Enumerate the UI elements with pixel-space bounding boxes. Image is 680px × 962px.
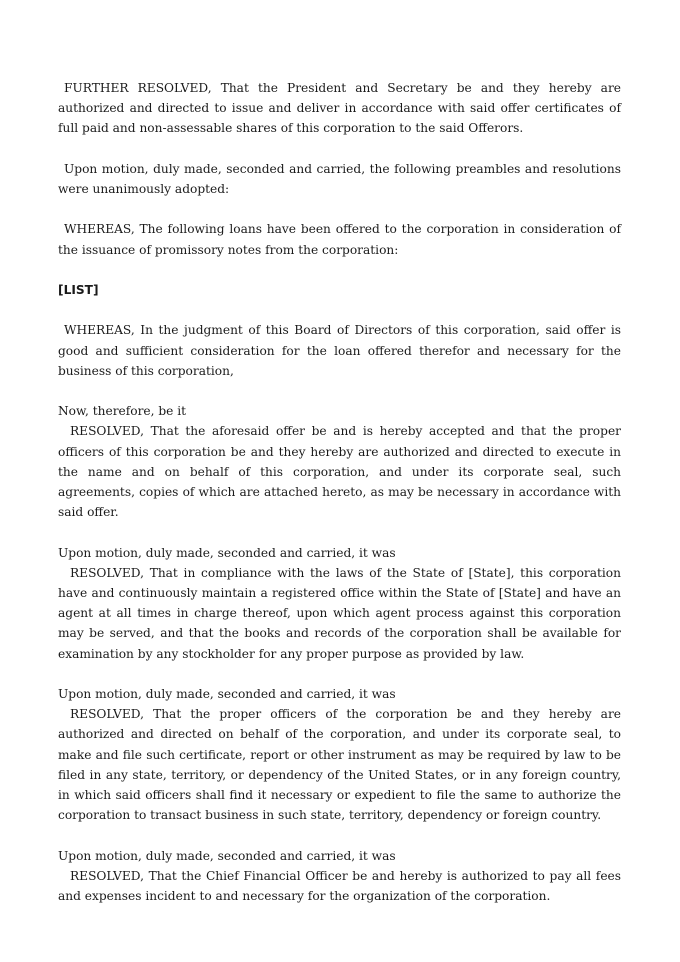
resolution-lead: Now, therefore, be it xyxy=(58,404,187,419)
resolution-accept-offer xyxy=(58,401,621,522)
resolution-file-certificates xyxy=(58,684,621,825)
resolution-registered-office xyxy=(58,543,621,664)
document-page xyxy=(58,78,621,906)
whereas-judgment-paragraph: WHEREAS, In the judgment of this Board of Directors of this corporation, said offer is good and sufficient consideration for the loan offered therefor and necessary for the business of this corporation, xyxy=(58,323,621,378)
resolution-lead: Upon motion, duly made, seconded and carried, it was xyxy=(58,848,396,863)
resolution-text: RESOLVED, That in compliance with the laws of the State of [State], this corporation have and continuously maintain a registered office within the State of [State] and have an agent at all times in charge thereof, upon which agent process against this corporation may be served, and that the books and records of the corporation shall be available for examination by any stockholder for any proper purpose as provided by law. xyxy=(58,565,621,661)
resolution-lead: Upon motion, duly made, seconded and carried, it was xyxy=(58,545,396,560)
resolution-text: RESOLVED, That the proper officers of the corporation be and they hereby are authorized and directed on behalf of the corporation, and under its corporate seal, to make and file such certificate, report or other instrument as may be required by law to be filed in any state, territory, or dependency of the United States, or in any foreign country, in which said officers shall find it necessary or expedient to file the same to authorize the corporation to transact business in such state, territory, dependency or foreign country. xyxy=(58,707,621,823)
resolution-text: RESOLVED, That the Chief Financial Officer be and hereby is authorized to pay all fees and expenses incident to and necessary for the organization of the corporation. xyxy=(58,868,621,903)
resolution-pay-fees xyxy=(58,846,621,907)
list-placeholder-heading: [LIST] xyxy=(58,282,99,297)
motion-preambles-paragraph: Upon motion, duly made, seconded and carried, the following preambles and resolutions were unanimously adopted: xyxy=(58,161,621,196)
resolution-lead: Upon motion, duly made, seconded and carried, it was xyxy=(58,686,396,701)
whereas-loans-paragraph: WHEREAS, The following loans have been offered to the corporation in consideration of the issuance of promissory notes from the corporation: xyxy=(58,222,621,257)
resolution-text: RESOLVED, That the aforesaid offer be and is hereby accepted and that the proper officers of this corporation be and they hereby are authorized and directed to execute in the name and on behalf of this corporation, and under its corporate seal, such agreements, copies of which are attached hereto, as may be necessary in accordance with said offer. xyxy=(58,424,621,520)
further-resolved-paragraph: FURTHER RESOLVED, That the President and Secretary be and they hereby are authorized and directed to issue and deliver in accordance with said offer certificates of full paid and non-assessable shares of this corporation to the said Offerors. xyxy=(58,81,621,136)
